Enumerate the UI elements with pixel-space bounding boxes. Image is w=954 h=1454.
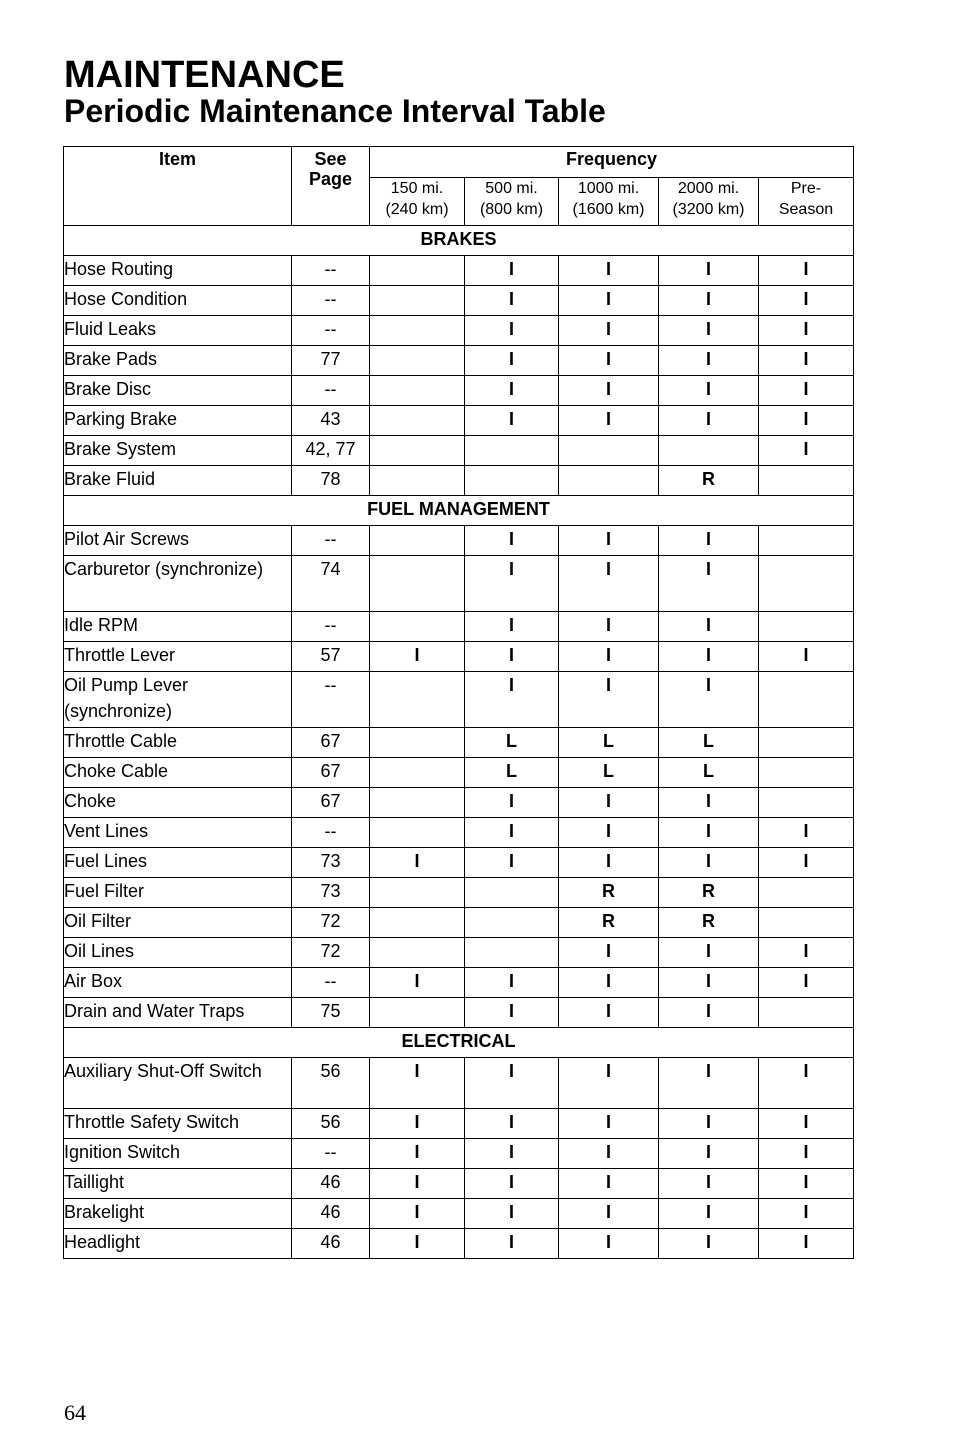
frequency-cell: [370, 672, 465, 728]
item-cell: Parking Brake: [64, 406, 292, 436]
frequency-cell: L: [465, 758, 559, 788]
table-row: [64, 938, 854, 968]
see-page-cell: --: [292, 612, 370, 642]
item-cell: Ignition Switch: [64, 1139, 292, 1169]
frequency-cell: I: [759, 1169, 854, 1199]
item-cell: Air Box: [64, 968, 292, 998]
see-page-cell: --: [292, 526, 370, 556]
frequency-cell: I: [559, 1109, 659, 1139]
see-page-cell: 57: [292, 642, 370, 672]
see-page-cell: 67: [292, 788, 370, 818]
frequency-cell: [370, 788, 465, 818]
item-cell: Brake Fluid: [64, 466, 292, 496]
frequency-cell: I: [759, 1109, 854, 1139]
frequency-cell: I: [559, 818, 659, 848]
frequency-cell: I: [465, 998, 559, 1028]
table-row: [64, 848, 854, 878]
frequency-cell: I: [759, 346, 854, 376]
table-row: [64, 316, 854, 346]
frequency-cell: I: [659, 286, 759, 316]
frequency-cell: [370, 436, 465, 466]
column-header-frequency: Frequency: [370, 147, 854, 178]
see-page-cell: 77: [292, 346, 370, 376]
see-page-cell: 46: [292, 1199, 370, 1229]
frequency-cell: I: [370, 848, 465, 878]
item-cell: Throttle Cable: [64, 728, 292, 758]
frequency-cell: I: [759, 406, 854, 436]
table-row: [64, 466, 854, 496]
item-cell: Fluid Leaks: [64, 316, 292, 346]
table-row: [64, 436, 854, 466]
frequency-cell: I: [659, 1109, 759, 1139]
frequency-cell: [370, 376, 465, 406]
table-row: [64, 1058, 854, 1109]
frequency-cell: I: [370, 1169, 465, 1199]
see-page-cell: --: [292, 286, 370, 316]
frequency-cell: [465, 908, 559, 938]
column-header-frequency-1: 500 mi. (800 km): [465, 178, 559, 226]
frequency-cell: I: [759, 286, 854, 316]
see-page-cell: 46: [292, 1169, 370, 1199]
frequency-cell: [465, 466, 559, 496]
table-row: [64, 818, 854, 848]
frequency-cell: [759, 466, 854, 496]
section-row: [64, 496, 854, 526]
item-cell: Brake Pads: [64, 346, 292, 376]
table-row: [64, 788, 854, 818]
frequency-cell: [465, 436, 559, 466]
item-cell: Hose Condition: [64, 286, 292, 316]
frequency-cell: L: [465, 728, 559, 758]
frequency-cell: I: [559, 938, 659, 968]
frequency-cell: [370, 286, 465, 316]
page-number: 64: [64, 1400, 86, 1425]
frequency-cell: I: [559, 286, 659, 316]
frequency-cell: I: [659, 1199, 759, 1229]
column-header-frequency-2: 1000 mi. (1600 km): [559, 178, 659, 226]
frequency-cell: [370, 406, 465, 436]
frequency-cell: I: [659, 788, 759, 818]
frequency-cell: I: [465, 1229, 559, 1259]
frequency-cell: I: [659, 968, 759, 998]
table-row: [64, 968, 854, 998]
see-page-cell: 42, 77: [292, 436, 370, 466]
item-cell: Choke Cable: [64, 758, 292, 788]
see-page-cell: --: [292, 256, 370, 286]
frequency-cell: I: [465, 968, 559, 998]
frequency-cell: I: [559, 376, 659, 406]
frequency-cell: I: [370, 1139, 465, 1169]
frequency-cell: I: [659, 612, 759, 642]
frequency-cell: I: [370, 1199, 465, 1229]
frequency-cell: I: [559, 612, 659, 642]
item-cell: Fuel Lines: [64, 848, 292, 878]
frequency-cell: I: [465, 556, 559, 612]
frequency-cell: I: [559, 998, 659, 1028]
table-row: [64, 1169, 854, 1199]
frequency-cell: [370, 612, 465, 642]
item-cell: Oil Pump Lever (synchronize): [64, 672, 292, 728]
table-row: [64, 998, 854, 1028]
item-cell: Taillight: [64, 1169, 292, 1199]
frequency-cell: I: [659, 1139, 759, 1169]
table-row: [64, 406, 854, 436]
frequency-cell: I: [759, 1199, 854, 1229]
frequency-cell: I: [659, 346, 759, 376]
frequency-cell: [370, 316, 465, 346]
frequency-cell: R: [559, 878, 659, 908]
frequency-cell: I: [759, 968, 854, 998]
frequency-cell: [759, 998, 854, 1028]
frequency-cell: I: [465, 1109, 559, 1139]
table-row: [64, 908, 854, 938]
table-row: [64, 642, 854, 672]
frequency-cell: I: [559, 346, 659, 376]
frequency-cell: I: [659, 256, 759, 286]
frequency-cell: [370, 908, 465, 938]
frequency-cell: [559, 436, 659, 466]
frequency-cell: [465, 938, 559, 968]
item-cell: Throttle Safety Switch: [64, 1109, 292, 1139]
column-header-item: Item: [64, 147, 292, 226]
frequency-cell: [759, 612, 854, 642]
frequency-cell: I: [465, 256, 559, 286]
see-page-cell: 67: [292, 758, 370, 788]
frequency-cell: [370, 758, 465, 788]
frequency-cell: I: [559, 968, 659, 998]
see-page-cell: 56: [292, 1058, 370, 1109]
see-page-cell: --: [292, 672, 370, 728]
frequency-cell: I: [465, 376, 559, 406]
see-page-cell: 72: [292, 908, 370, 938]
frequency-cell: I: [759, 848, 854, 878]
frequency-cell: I: [465, 1139, 559, 1169]
table-row: [64, 526, 854, 556]
table-row: [64, 728, 854, 758]
section-heading: ELECTRICAL: [64, 1028, 854, 1058]
frequency-cell: I: [559, 556, 659, 612]
item-cell: Vent Lines: [64, 818, 292, 848]
table-row: [64, 1199, 854, 1229]
frequency-cell: L: [559, 758, 659, 788]
frequency-cell: [759, 878, 854, 908]
table-row: [64, 878, 854, 908]
frequency-cell: [370, 818, 465, 848]
section-row: [64, 226, 854, 256]
frequency-cell: R: [659, 908, 759, 938]
item-cell: Carburetor (synchronize): [64, 556, 292, 612]
section-row: [64, 1028, 854, 1058]
column-header-frequency-3: 2000 mi. (3200 km): [659, 178, 759, 226]
frequency-cell: [370, 728, 465, 758]
item-cell: Brake System: [64, 436, 292, 466]
frequency-cell: [759, 758, 854, 788]
frequency-cell: I: [659, 376, 759, 406]
frequency-cell: I: [659, 556, 759, 612]
frequency-cell: I: [370, 642, 465, 672]
frequency-cell: I: [465, 1199, 559, 1229]
frequency-cell: I: [465, 818, 559, 848]
table-row: [64, 672, 854, 728]
frequency-cell: I: [659, 848, 759, 878]
frequency-cell: I: [465, 286, 559, 316]
frequency-cell: [759, 526, 854, 556]
frequency-cell: I: [370, 1229, 465, 1259]
see-page-cell: --: [292, 968, 370, 998]
frequency-cell: I: [465, 788, 559, 818]
see-page-cell: 75: [292, 998, 370, 1028]
see-page-cell: --: [292, 316, 370, 346]
frequency-cell: I: [559, 406, 659, 436]
frequency-cell: I: [559, 1139, 659, 1169]
frequency-cell: I: [659, 998, 759, 1028]
see-page-cell: --: [292, 376, 370, 406]
page-title: MAINTENANCE: [64, 54, 345, 96]
see-page-cell: 46: [292, 1229, 370, 1259]
frequency-cell: I: [759, 818, 854, 848]
frequency-cell: [759, 908, 854, 938]
frequency-cell: I: [759, 1229, 854, 1259]
frequency-cell: I: [465, 316, 559, 346]
item-cell: Hose Routing: [64, 256, 292, 286]
frequency-cell: I: [370, 1058, 465, 1109]
frequency-cell: I: [659, 672, 759, 728]
frequency-cell: I: [559, 256, 659, 286]
frequency-cell: I: [759, 642, 854, 672]
item-cell: Choke: [64, 788, 292, 818]
frequency-cell: I: [559, 788, 659, 818]
frequency-cell: [370, 878, 465, 908]
frequency-cell: L: [659, 758, 759, 788]
item-cell: Auxiliary Shut-Off Switch: [64, 1058, 292, 1109]
frequency-cell: I: [559, 1169, 659, 1199]
frequency-cell: I: [659, 1169, 759, 1199]
see-page-cell: 72: [292, 938, 370, 968]
frequency-cell: I: [759, 376, 854, 406]
table-row: [64, 1139, 854, 1169]
see-page-cell: 74: [292, 556, 370, 612]
frequency-cell: I: [559, 848, 659, 878]
frequency-cell: I: [559, 316, 659, 346]
frequency-cell: R: [659, 466, 759, 496]
table-row: [64, 1109, 854, 1139]
item-cell: Oil Filter: [64, 908, 292, 938]
frequency-cell: I: [465, 526, 559, 556]
item-cell: Idle RPM: [64, 612, 292, 642]
frequency-cell: [759, 788, 854, 818]
see-page-cell: --: [292, 818, 370, 848]
frequency-cell: [370, 938, 465, 968]
table-row: [64, 256, 854, 286]
frequency-cell: I: [559, 642, 659, 672]
frequency-cell: I: [465, 672, 559, 728]
frequency-cell: I: [559, 1058, 659, 1109]
frequency-cell: I: [659, 818, 759, 848]
frequency-cell: I: [465, 346, 559, 376]
item-cell: Headlight: [64, 1229, 292, 1259]
table-row: [64, 758, 854, 788]
frequency-cell: L: [559, 728, 659, 758]
frequency-cell: I: [370, 968, 465, 998]
frequency-cell: [759, 728, 854, 758]
frequency-cell: R: [559, 908, 659, 938]
frequency-cell: I: [759, 316, 854, 346]
frequency-cell: I: [559, 1229, 659, 1259]
see-page-cell: --: [292, 1139, 370, 1169]
table-row: [64, 286, 854, 316]
column-header-frequency-4: Pre- Season: [759, 178, 854, 226]
section-heading: BRAKES: [64, 226, 854, 256]
frequency-cell: I: [659, 526, 759, 556]
frequency-cell: I: [759, 938, 854, 968]
frequency-cell: [465, 878, 559, 908]
see-page-cell: 78: [292, 466, 370, 496]
frequency-cell: [759, 672, 854, 728]
frequency-cell: I: [465, 406, 559, 436]
frequency-cell: [370, 556, 465, 612]
page-subtitle: Periodic Maintenance Interval Table: [64, 93, 606, 129]
see-page-cell: 43: [292, 406, 370, 436]
frequency-cell: I: [659, 406, 759, 436]
frequency-cell: I: [559, 526, 659, 556]
item-cell: Drain and Water Traps: [64, 998, 292, 1028]
table-row: [64, 346, 854, 376]
frequency-cell: I: [659, 938, 759, 968]
table-row: [64, 612, 854, 642]
item-cell: Throttle Lever: [64, 642, 292, 672]
see-page-cell: 67: [292, 728, 370, 758]
frequency-cell: I: [759, 1058, 854, 1109]
item-cell: Oil Lines: [64, 938, 292, 968]
frequency-cell: I: [559, 672, 659, 728]
item-cell: Fuel Filter: [64, 878, 292, 908]
frequency-cell: I: [759, 1139, 854, 1169]
see-page-cell: 56: [292, 1109, 370, 1139]
frequency-cell: I: [659, 1229, 759, 1259]
section-heading: FUEL MANAGEMENT: [64, 496, 854, 526]
table-row: [64, 376, 854, 406]
see-page-cell: 73: [292, 848, 370, 878]
frequency-cell: [370, 466, 465, 496]
frequency-cell: [759, 556, 854, 612]
item-cell: Brake Disc: [64, 376, 292, 406]
frequency-cell: I: [370, 1109, 465, 1139]
column-header-frequency-0: 150 mi. (240 km): [370, 178, 465, 226]
frequency-cell: [370, 346, 465, 376]
frequency-cell: [370, 998, 465, 1028]
frequency-cell: I: [759, 436, 854, 466]
frequency-cell: I: [465, 1169, 559, 1199]
table-row: [64, 556, 854, 612]
frequency-cell: [659, 436, 759, 466]
frequency-cell: L: [659, 728, 759, 758]
frequency-cell: I: [659, 642, 759, 672]
item-cell: Brakelight: [64, 1199, 292, 1229]
frequency-cell: I: [465, 612, 559, 642]
frequency-cell: I: [659, 316, 759, 346]
see-page-cell: 73: [292, 878, 370, 908]
frequency-cell: I: [465, 642, 559, 672]
column-header-see-page: See Page: [292, 147, 370, 226]
frequency-cell: R: [659, 878, 759, 908]
frequency-cell: [370, 526, 465, 556]
maintenance-table: [63, 146, 854, 1259]
table-row: [64, 1229, 854, 1259]
frequency-cell: I: [759, 256, 854, 286]
frequency-cell: I: [465, 848, 559, 878]
frequency-cell: I: [659, 1058, 759, 1109]
item-cell: Pilot Air Screws: [64, 526, 292, 556]
frequency-cell: I: [465, 1058, 559, 1109]
frequency-cell: [370, 256, 465, 286]
frequency-cell: I: [559, 1199, 659, 1229]
frequency-cell: [559, 466, 659, 496]
